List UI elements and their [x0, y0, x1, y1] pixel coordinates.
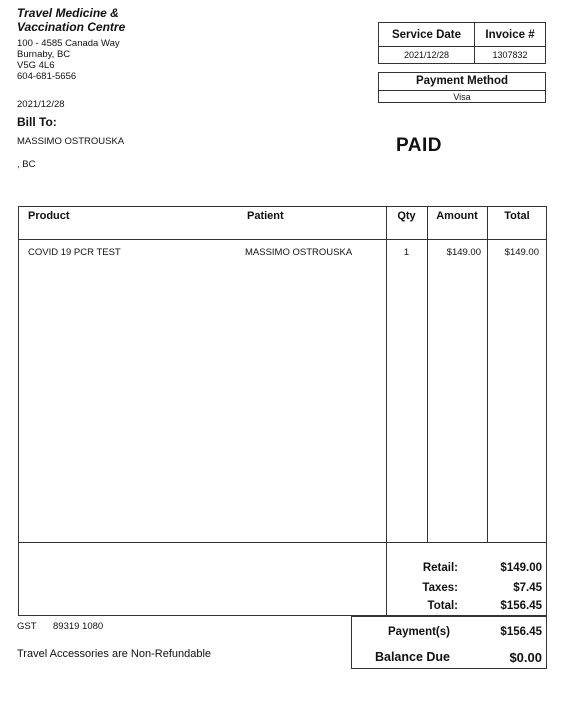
total-value: $156.45 [500, 600, 542, 612]
payments-label: Payment(s) [388, 626, 450, 638]
non-refundable-notice: Travel Accessories are Non-Refundable [17, 648, 212, 660]
row-qty: 1 [403, 247, 410, 258]
bill-to-label: Bill To: [17, 115, 57, 129]
invoice-date: 2021/12/28 [17, 99, 65, 110]
invoice-number-value: 1307832 [475, 47, 546, 64]
bill-to-location: , BC [17, 159, 36, 170]
retail-label: Retail: [422, 562, 458, 574]
gst-number: 89319 1080 [53, 621, 104, 632]
column-header-amount: Amount [436, 210, 478, 222]
clinic-address-line1: 100 - 4585 Canada Way [17, 38, 120, 49]
clinic-name-line2: Vaccination Centre [17, 19, 126, 34]
gst-label: GST [17, 621, 37, 632]
clinic-name-line1: Travel Medicine & [17, 6, 119, 20]
payment-method-box [378, 72, 546, 103]
row-patient: MASSIMO OSTROUSKA [245, 247, 353, 258]
row-total: $149.00 [504, 247, 539, 258]
balance-due-label: Balance Due [374, 650, 450, 664]
balance-due-value: $0.00 [509, 650, 542, 665]
payment-method-value: Visa [453, 92, 471, 102]
service-invoice-table [378, 22, 546, 64]
taxes-value: $7.45 [513, 582, 542, 594]
clinic-address [17, 38, 120, 82]
payment-method-label: Payment Method [379, 73, 545, 91]
service-date-header: Service Date [379, 23, 475, 47]
items-header-divider [19, 239, 546, 240]
invoice-number-header: Invoice # [475, 23, 546, 47]
column-header-qty: Qty [397, 210, 416, 222]
total-label: Total: [427, 600, 458, 612]
bill-to-name: MASSIMO OSTROUSKA [17, 136, 125, 147]
clinic-phone: 604-681-5656 [17, 71, 77, 82]
row-product: COVID 19 PCR TEST [28, 247, 121, 258]
clinic-postal-code: V5G 4L6 [17, 60, 55, 71]
clinic-name [17, 7, 125, 34]
row-amount: $149.00 [446, 247, 481, 258]
column-header-product: Product [28, 210, 70, 222]
paid-status: PAID [396, 135, 442, 156]
payments-value: $156.45 [500, 626, 542, 638]
service-date-value: 2021/12/28 [379, 47, 475, 64]
taxes-label: Taxes: [422, 582, 458, 594]
items-table [18, 206, 547, 543]
column-header-patient: Patient [247, 210, 284, 222]
retail-value: $149.00 [500, 562, 542, 574]
clinic-address-line2: Burnaby, BC [17, 49, 71, 60]
payment-balance-box [351, 615, 547, 669]
gst-line [17, 621, 103, 632]
totals-box [18, 542, 547, 616]
column-header-total: Total [504, 210, 530, 222]
